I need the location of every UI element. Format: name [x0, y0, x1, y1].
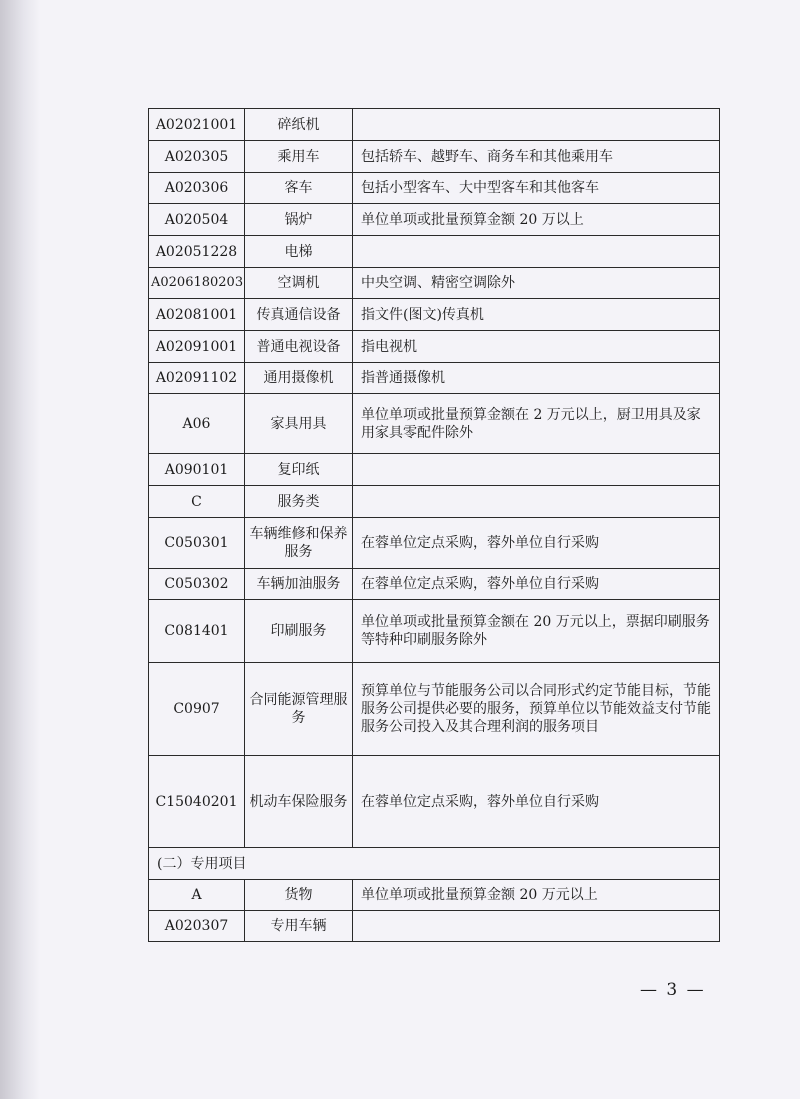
item-note: 指文件(图文)传真机	[353, 299, 720, 331]
item-note: 指电视机	[353, 331, 720, 363]
item-note: 指普通摄像机	[353, 363, 720, 394]
item-code: C050301	[149, 518, 245, 569]
item-code: C	[149, 486, 245, 518]
item-code: A02021001	[149, 109, 245, 141]
item-name: 空调机	[245, 268, 353, 299]
item-note: 单位单项或批量预算金额在 20 万元以上，票据印刷服务等特种印刷服务除外	[353, 600, 720, 663]
item-note: 包括小型客车、大中型客车和其他客车	[353, 173, 720, 204]
table-row	[149, 236, 720, 268]
table-row	[149, 299, 720, 331]
table-row	[149, 756, 720, 848]
scan-edge	[0, 0, 40, 1099]
item-code: A02051228	[149, 236, 245, 268]
item-note	[353, 486, 720, 518]
item-code: A0206180203	[149, 268, 245, 299]
table-row	[149, 268, 720, 299]
item-note: 单位单项或批量预算金额 20 万元以上	[353, 880, 720, 911]
page-number: — 3 —	[640, 980, 706, 1000]
section-row	[149, 848, 720, 880]
item-name: 通用摄像机	[245, 363, 353, 394]
section-title: (二）专用项目	[149, 848, 720, 880]
item-name: 合同能源管理服务	[245, 663, 353, 756]
item-name: 车辆维修和保养服务	[245, 518, 353, 569]
table-row	[149, 363, 720, 394]
table-row	[149, 173, 720, 204]
item-code: A090101	[149, 454, 245, 486]
item-name: 碎纸机	[245, 109, 353, 141]
item-note: 预算单位与节能服务公司以合同形式约定节能目标，节能服务公司提供必要的服务，预算单位以节能效益支付节能服务公司投入及其合理利润的服务项目	[353, 663, 720, 756]
item-note	[353, 454, 720, 486]
table-row	[149, 663, 720, 756]
item-note	[353, 236, 720, 268]
item-code: C081401	[149, 600, 245, 663]
item-note: 在蓉单位定点采购，蓉外单位自行采购	[353, 756, 720, 848]
table-row	[149, 911, 720, 942]
item-name: 车辆加油服务	[245, 569, 353, 600]
item-note: 在蓉单位定点采购，蓉外单位自行采购	[353, 569, 720, 600]
item-code: A02081001	[149, 299, 245, 331]
table-row	[149, 109, 720, 141]
item-name: 服务类	[245, 486, 353, 518]
item-name: 传真通信设备	[245, 299, 353, 331]
item-name: 专用车辆	[245, 911, 353, 942]
item-name: 机动车保险服务	[245, 756, 353, 848]
item-code: A020307	[149, 911, 245, 942]
item-name: 家具用具	[245, 394, 353, 454]
table-row	[149, 331, 720, 363]
item-note	[353, 911, 720, 942]
procurement-table-page	[148, 108, 719, 942]
item-code: A020305	[149, 141, 245, 173]
item-note: 单位单项或批量预算金额在 2 万元以上，厨卫用具及家用家具零配件除外	[353, 394, 720, 454]
item-code: A020504	[149, 204, 245, 236]
table-row	[149, 454, 720, 486]
item-name: 电梯	[245, 236, 353, 268]
item-note: 中央空调、精密空调除外	[353, 268, 720, 299]
table-row	[149, 600, 720, 663]
item-code: A06	[149, 394, 245, 454]
table-row	[149, 569, 720, 600]
item-note: 包括轿车、越野车、商务车和其他乘用车	[353, 141, 720, 173]
item-note: 单位单项或批量预算金额 20 万以上	[353, 204, 720, 236]
item-note	[353, 109, 720, 141]
item-name: 复印纸	[245, 454, 353, 486]
table-row	[149, 394, 720, 454]
item-code: C15040201	[149, 756, 245, 848]
table-row	[149, 141, 720, 173]
table-row	[149, 880, 720, 911]
item-code: C050302	[149, 569, 245, 600]
item-code: C0907	[149, 663, 245, 756]
item-name: 乘用车	[245, 141, 353, 173]
item-note: 在蓉单位定点采购，蓉外单位自行采购	[353, 518, 720, 569]
table-row	[149, 204, 720, 236]
item-name: 客车	[245, 173, 353, 204]
item-code: A02091001	[149, 331, 245, 363]
item-name: 印刷服务	[245, 600, 353, 663]
procurement-catalog-table	[148, 108, 720, 942]
table-row	[149, 518, 720, 569]
item-name: 普通电视设备	[245, 331, 353, 363]
item-code: A	[149, 880, 245, 911]
item-name: 货物	[245, 880, 353, 911]
item-code: A020306	[149, 173, 245, 204]
table-row	[149, 486, 720, 518]
item-name: 锅炉	[245, 204, 353, 236]
item-code: A02091102	[149, 363, 245, 394]
